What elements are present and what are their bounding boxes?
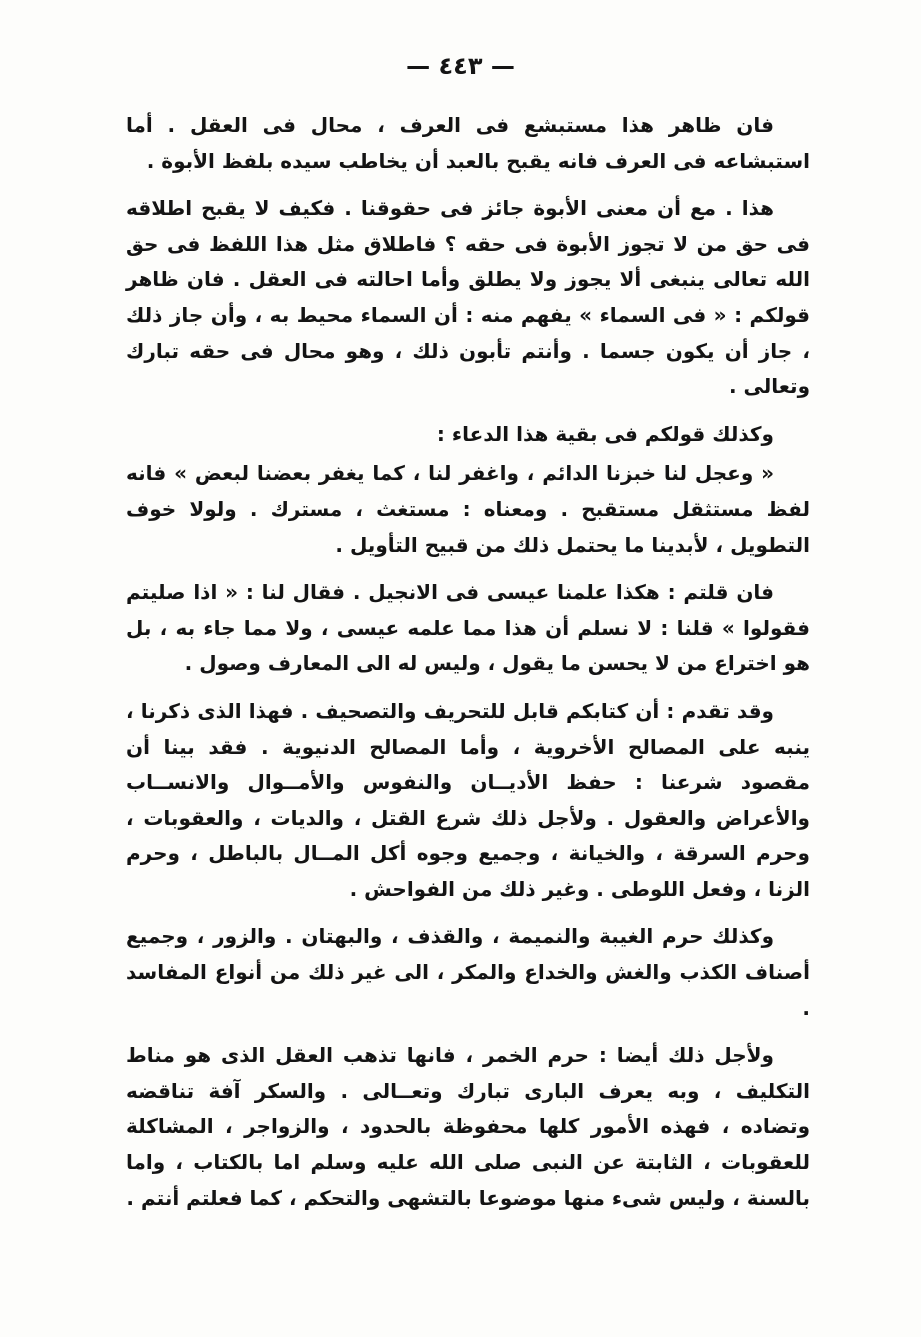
paragraph-4: « وعجل لنا خبزنا الدائم ، واغفر لنا ، كما يغفر بعضنا لبعض » فانه لفظ مستثقل مستقبح . ومعناه : مستغث ، مسترك . ولولا خوف التطويل ، لأبدينا ما يحتمل ذلك من قبيح التأويل . <box>126 461 810 557</box>
paragraph-1: فان ظاهر هذا مستبشع فى العرف ، محال فى العقل . أما استبشاعه فى العرف فانه يقبح بالعبد أن يخاطب سيده بلفظ الأبوة . <box>126 113 810 173</box>
paragraph-7: وكذلك حرم الغيبة والنميمة ، والقذف ، والبهتان . والزور ، وجميع أصناف الكذب والغش والخداع والمكر ، الى غير ذلك من أنواع المفاسد . <box>126 924 810 1020</box>
paragraph-5: فان قلتم : هكذا علمنا عيسى فى الانجيل . فقال لنا : « اذا صليتم فقولوا » قلنا : لا نسلم أن هذا مما علمه عيسى ، ولا مما جاء به ، بل هو اختراع من لا يحسن ما يقول ، وليس له الى المعارف وصول . <box>126 580 810 676</box>
paragraph-2: هذا . مع أن معنى الأبوة جائز فى حقوقنا . فكيف لا يقبح اطلاقه فى حق من لا تجوز الأبوة فى حقه ؟ فاطلاق مثل هذا اللفظ فى حق الله تعالى ينبغى ألا يجوز ولا يطلق وأما احالته فى العقل . فان ظاهر قولكم : « فى السماء » يفهم منه : أن السماء محيط به ، وأن جاز ذلك ، جاز أن يكون جسما . وأنتم تأبون ذلك ، وهو محال فى حقه تبارك وتعالى . <box>126 196 810 399</box>
text-body <box>126 108 810 1216</box>
paragraph-8: ولأجل ذلك أيضا : حرم الخمر ، فانها تذهب العقل الذى هو مناط التكليف ، وبه يعرف البارى تبارك وتعــالى . والسكر آفة تناقضه وتضاده ، فهذه الأمور كلها محفوظة بالحدود ، والزواجر ، المشاكلة للعقوبات ، الثابتة عن النبى صلى الله عليه وسلم اما بالكتاب ، واما بالسنة ، وليس شىء منها موضوعا بالتشهى والتحكم ، كما فعلتم أنتم . <box>126 1043 810 1210</box>
paragraph-6: وقد تقدم : أن كتابكم قابل للتحريف والتصحيف . فهذا الذى ذكرنا ، ينبه على المصالح الأخروية ، وأما المصالح الدنيوية . فقد بينا أن مقصود شرعنا : حفظ الأديــان والنفوس والأمــوال والانســاب والأعراض والعقول . ولأجل ذلك شرع القتل ، والديات ، والعقوبات ، وحرم السرقة ، والخيانة ، وجميع وجوه أكل المــال بالباطل ، وحرم الزنا ، وفعل اللوطى . وغير ذلك من الفواحش . <box>126 698 810 901</box>
paragraph-3: وكذلك قولكم فى بقية هذا الدعاء : <box>436 421 774 446</box>
page-number: — ٤٤٣ — <box>406 52 515 80</box>
